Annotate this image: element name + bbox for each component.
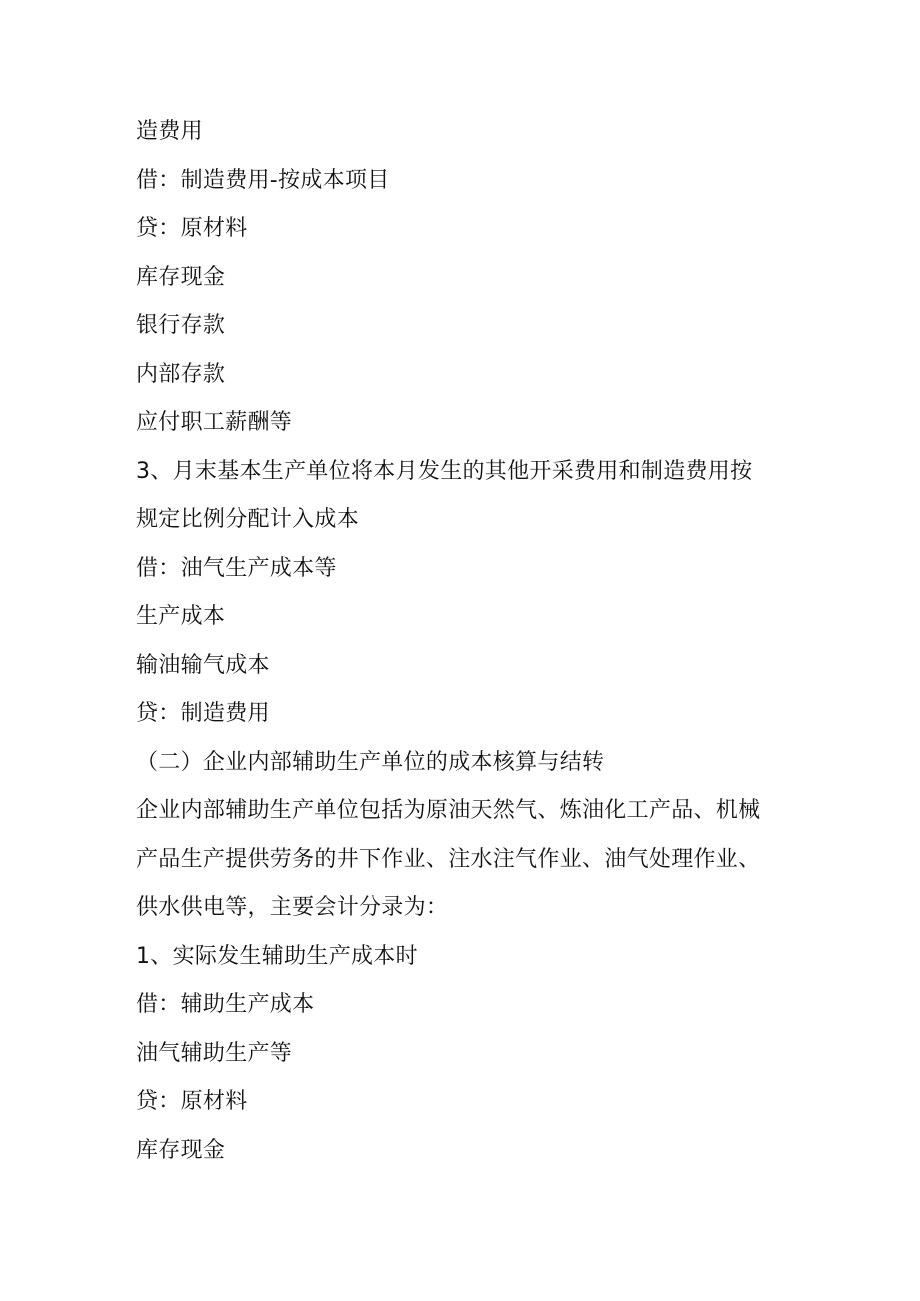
text-line: 库存现金 bbox=[136, 1137, 226, 1163]
text-line: 供水供电等，主要会计分录为： bbox=[136, 895, 449, 920]
text-line: 贷：原材料 bbox=[136, 1089, 248, 1114]
text-line: 生产成本 bbox=[136, 604, 226, 629]
text-line: 银行存款 bbox=[136, 313, 226, 338]
text-line: 贷：原材料 bbox=[136, 216, 248, 241]
section-heading: （二）企业内部辅助生产单位的成本核算与结转 bbox=[136, 749, 605, 775]
text-line: 借：油气生产成本等 bbox=[136, 555, 337, 581]
text-line: 内部存款 bbox=[136, 361, 226, 387]
text-line: 贷：制造费用 bbox=[136, 701, 270, 726]
document-body bbox=[136, 108, 796, 1175]
text-line: 库存现金 bbox=[136, 264, 226, 290]
text-line: 1、实际发生辅助生产成本时 bbox=[136, 943, 418, 969]
text-line: 企业内部辅助生产单位包括为原油天然气、炼油化工产品、机械 bbox=[136, 798, 761, 823]
text-line: 借：辅助生产成本 bbox=[136, 992, 315, 1017]
text-line: 输油输气成本 bbox=[136, 652, 270, 678]
text-line: 造费用 bbox=[136, 119, 203, 144]
text-line: 产品生产提供劳务的井下作业、注水注气作业、油气处理作业、 bbox=[136, 846, 761, 872]
text-line: 借：制造费用-按成本项目 bbox=[136, 167, 390, 193]
text-line: 3、月末基本生产单位将本月发生的其他开采费用和制造费用按 bbox=[136, 458, 753, 484]
text-line: 规定比例分配计入成本 bbox=[136, 507, 360, 532]
text-line: 应付职工薪酬等 bbox=[136, 410, 293, 435]
text-line: 油气辅助生产等 bbox=[136, 1040, 293, 1066]
